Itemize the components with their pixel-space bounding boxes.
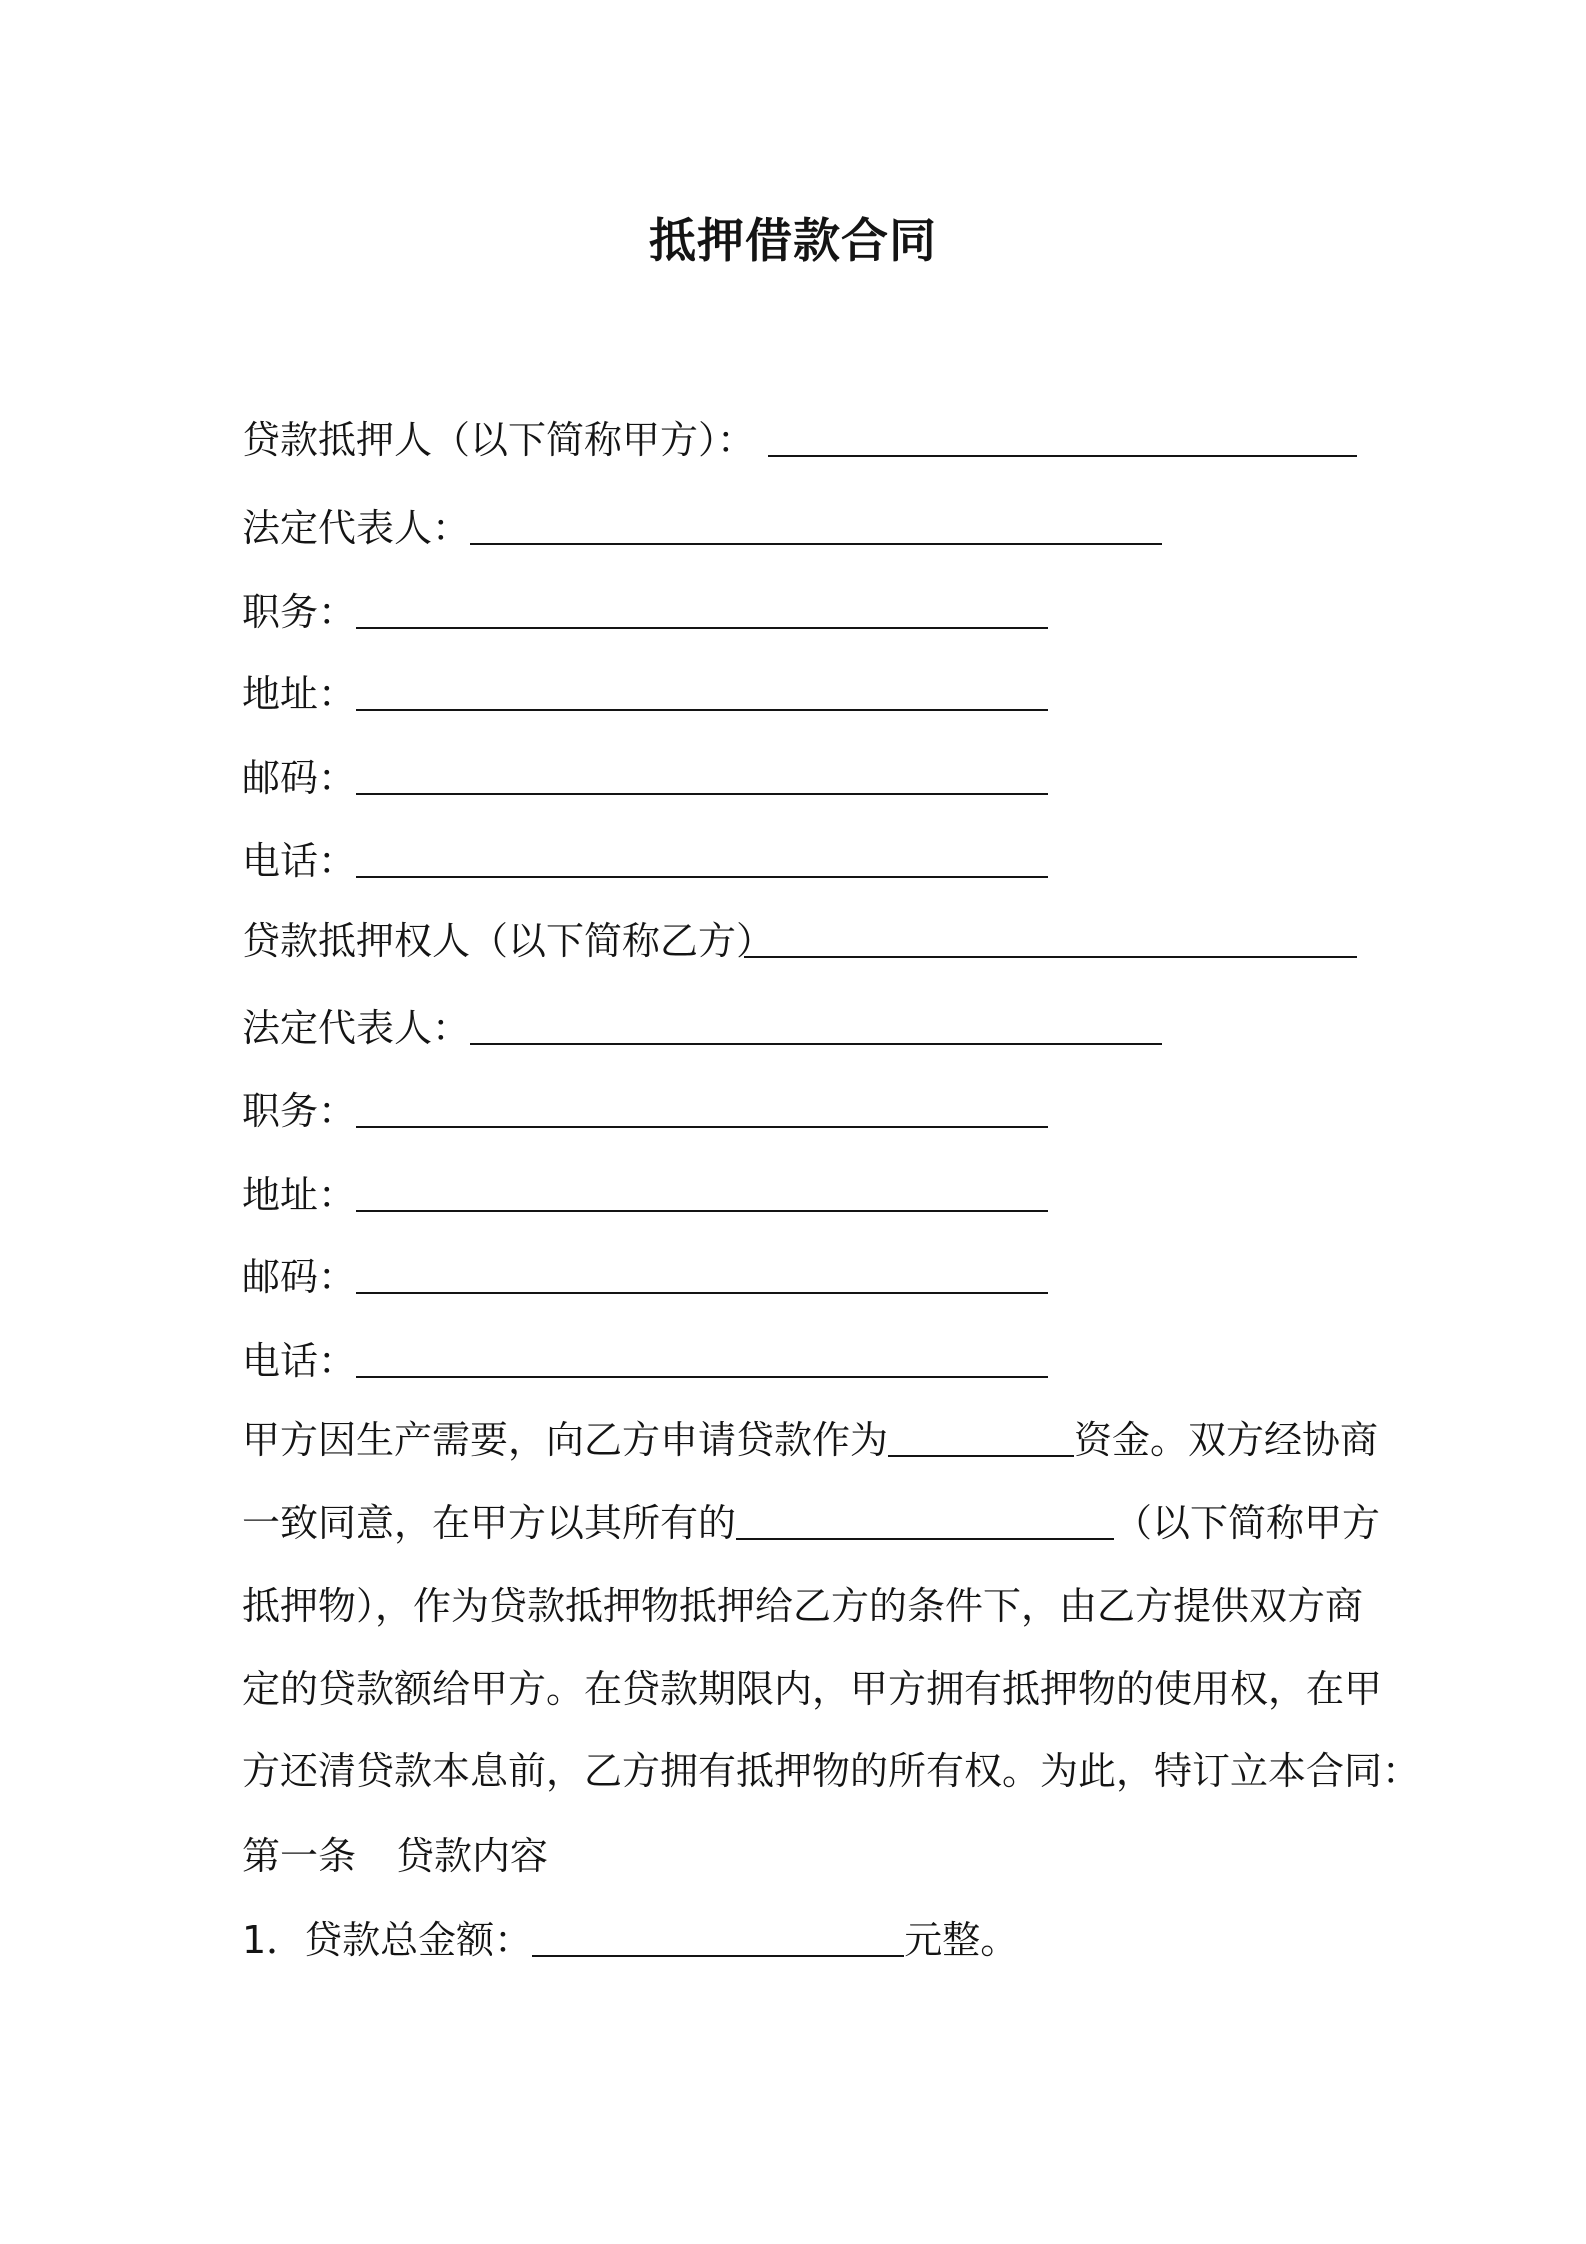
intro-line-4: 定的贷款额给甲方。在贷款期限内，甲方拥有抵押物的使用权，在甲 [242,1667,1383,1711]
party-b-rep-blank[interactable] [470,1043,1162,1045]
party-a-phone-field [242,836,356,886]
party-a-name-label: 贷款抵押人（以下简称甲方）： [242,418,756,462]
party-a-position-blank[interactable] [356,627,1048,629]
party-b-phone-blank[interactable] [356,1376,1048,1378]
party-a-address-blank[interactable] [356,709,1048,711]
loan-amount-suffix: 元整。 [904,1918,1019,1962]
party-b-phone-field [242,1336,356,1386]
party-b-address-field [242,1170,356,1220]
article-1-heading [242,1831,548,1881]
intro-line-2 [242,1498,1380,1548]
party-a-position-field [242,587,356,637]
intro-line-5: 方还清贷款本息前，乙方拥有抵押物的所有权。为此，特订立本合同： [242,1749,1421,1793]
party-a-postcode-blank[interactable] [356,793,1048,795]
party-b-rep-field [242,1003,470,1053]
party-a-rep-field [242,503,470,553]
party-b-name-label: 贷款抵押权人（以下简称乙方） [242,919,775,963]
intro-line-1-text-b: 资金。双方经协商 [1074,1418,1379,1462]
party-b-rep-label: 法定代表人： [242,1006,471,1050]
article-1-title: 贷款内容 [396,1834,549,1878]
party-a-postcode-field [242,753,356,803]
party-b-postcode-field [242,1252,356,1302]
party-a-address-label: 地址： [242,672,357,716]
intro-line-1-text-a: 甲方因生产需要，向乙方申请贷款作为 [242,1418,889,1462]
party-b-postcode-blank[interactable] [356,1292,1048,1294]
party-a-phone-label: 电话： [242,839,357,883]
party-a-position-label: 职务： [242,590,357,634]
loan-amount-label: 1．贷款总金额： [242,1918,533,1962]
intro-line-2-text-b: （以下简称甲方 [1114,1501,1381,1545]
party-b-postcode-label: 邮码： [242,1255,357,1299]
party-b-name-blank[interactable] [744,956,1357,958]
party-a-name-blank[interactable] [768,455,1357,457]
article-1-number: 第一条 [242,1834,357,1878]
intro-line-3: 抵押物），作为贷款抵押物抵押给乙方的条件下，由乙方提供双方商 [242,1584,1364,1628]
party-b-name-field [242,916,774,966]
party-a-address-field [242,669,356,719]
loan-amount-blank[interactable] [532,1915,904,1957]
party-a-postcode-label: 邮码： [242,756,357,800]
document-title: 抵押借款合同 [649,214,937,269]
intro-line-2-text-a: 一致同意，在甲方以其所有的 [242,1501,737,1545]
party-b-address-blank[interactable] [356,1210,1048,1212]
loan-amount-line [242,1915,1018,1965]
party-a-name-field [242,415,755,465]
party-a-rep-blank[interactable] [470,543,1162,545]
party-a-phone-blank[interactable] [356,876,1048,878]
party-a-rep-label: 法定代表人： [242,506,471,550]
intro-line-1 [242,1415,1378,1465]
party-b-position-label: 职务： [242,1089,357,1133]
collateral-blank[interactable] [736,1498,1114,1540]
party-b-address-label: 地址： [242,1173,357,1217]
party-b-position-blank[interactable] [356,1126,1048,1128]
party-b-phone-label: 电话： [242,1339,357,1383]
loan-purpose-blank[interactable] [888,1415,1074,1457]
party-b-position-field [242,1086,356,1136]
